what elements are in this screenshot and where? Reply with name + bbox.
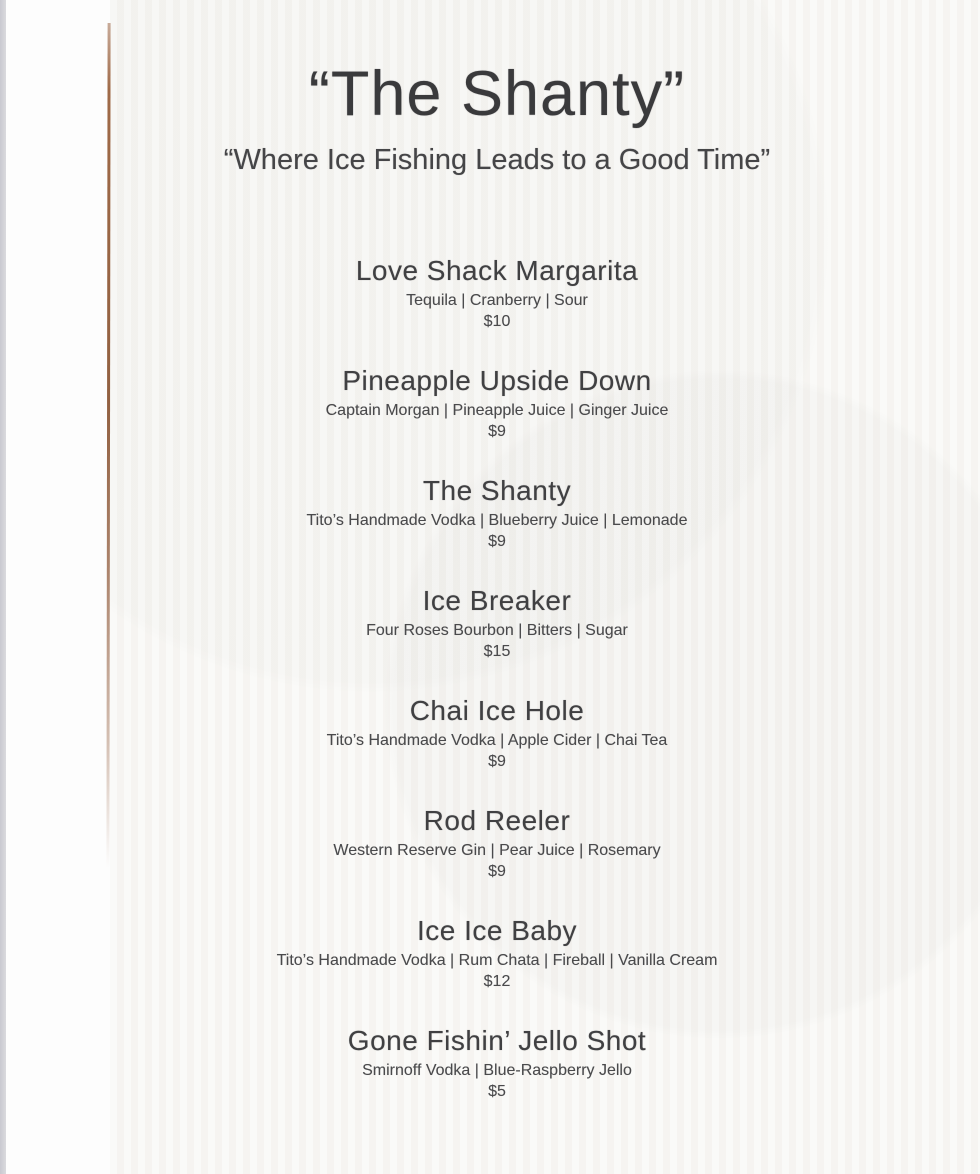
item-name: Gone Fishin’ Jello Shot [347, 1025, 647, 1056]
menu-item [14, 363, 980, 441]
item-ingredients: Western Reserve Gin | Pear Juice | Rosemary [333, 842, 661, 859]
item-name: Ice Breaker [422, 585, 572, 616]
menu-item [14, 583, 980, 661]
item-name: The Shanty [422, 475, 572, 506]
menu-item [14, 253, 980, 331]
menu-item [14, 1023, 980, 1101]
item-price: $10 [483, 313, 511, 330]
item-price: $9 [488, 863, 506, 880]
item-ingredients: Tito’s Handmade Vodka | Apple Cider | Chai Tea [326, 732, 668, 749]
item-price: $5 [488, 1083, 506, 1100]
menu-content [14, 0, 980, 1174]
menu-item [14, 473, 980, 551]
item-ingredients: Four Roses Bourbon | Bitters | Sugar [366, 622, 628, 639]
item-ingredients: Tito’s Handmade Vodka | Rum Chata | Fireball | Vanilla Cream [276, 952, 718, 969]
item-price: $9 [488, 753, 506, 770]
item-name: Chai Ice Hole [409, 695, 585, 726]
menu-item [14, 803, 980, 881]
item-ingredients: Smirnoff Vodka | Blue-Raspberry Jello [362, 1062, 632, 1079]
item-name: Pineapple Upside Down [342, 365, 652, 396]
scan-edge-strip [0, 0, 6, 1174]
menu-title: “The Shanty” [308, 59, 686, 129]
item-ingredients: Tequila | Cranberry | Sour [406, 292, 588, 309]
item-price: $9 [488, 423, 506, 440]
menu-item [14, 693, 980, 771]
menu-tagline: “Where Ice Fishing Leads to a Good Time” [223, 144, 771, 176]
item-ingredients: Captain Morgan | Pineapple Juice | Ginger Juice [325, 402, 669, 419]
item-name: Love Shack Margarita [355, 255, 639, 286]
item-price: $9 [488, 533, 506, 550]
item-name: Rod Reeler [423, 805, 571, 836]
item-price: $12 [483, 973, 511, 990]
item-name: Ice Ice Baby [416, 915, 578, 946]
item-ingredients: Tito’s Handmade Vodka | Blueberry Juice | Lemonade [306, 512, 688, 529]
menu-item [14, 913, 980, 991]
menu-item-list [14, 253, 980, 1101]
item-price: $15 [483, 643, 511, 660]
